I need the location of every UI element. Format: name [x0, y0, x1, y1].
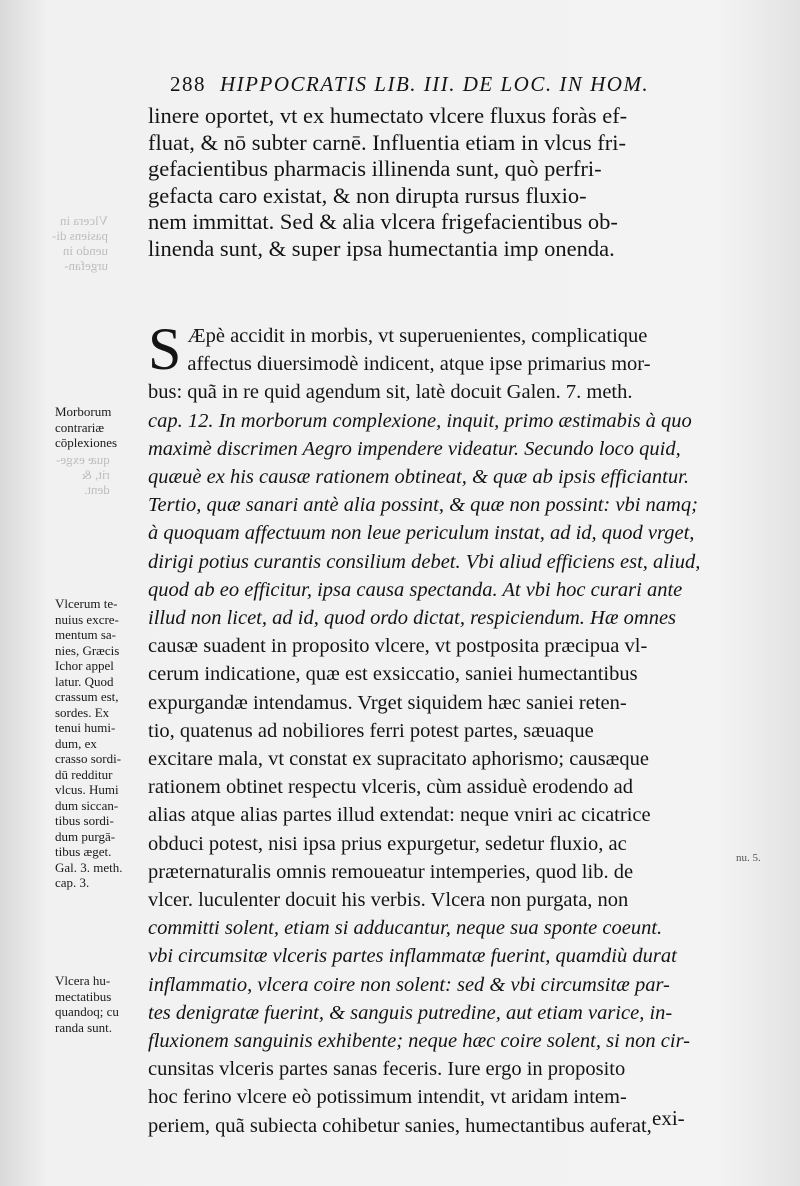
- margin-note-line: tibus æget.: [55, 844, 112, 859]
- margin-note-line: dū redditur: [55, 766, 113, 782]
- margin-note-line: nuius excre-: [55, 611, 119, 627]
- margin-note-line: contrariæ: [55, 419, 105, 435]
- margin-note-line: mectatibus: [55, 988, 112, 1004]
- drop-cap: S: [148, 316, 182, 382]
- text-line: maximè discrimen Aegro impendere videatur. Secundo loco quid,: [148, 437, 681, 460]
- text-line: tio, quatenus ad nobiliores ferri potest partes, sæuaque: [148, 719, 594, 742]
- text-line: vbi circumsitæ vlceris partes inflammatæ fuerint, quamdiù durat: [148, 945, 677, 968]
- text-line: affectus diuersimodè indicent, atque ipse primarius mor-: [187, 353, 651, 376]
- bleed-through-mid: quæ exge- rit, & dent.: [56, 452, 110, 497]
- text-line: hoc ferino vlcere eò potissimum intendit, vt aridam intem-: [148, 1086, 627, 1109]
- margin-note-line: Morborum: [55, 404, 112, 419]
- margin-note-line: cōplexiones: [55, 435, 118, 450]
- margin-note-vlcera: [55, 973, 147, 1035]
- margin-note-line: vlcus. Humi: [55, 782, 119, 797]
- text-line: Tertio, quæ sanari antè alia possint, & quæ non possint: vbi namq;: [148, 494, 698, 517]
- page-number: 288: [170, 72, 206, 96]
- text-line: vlcer. luculenter docuit his verbis. Vlcera non purgata, non: [148, 889, 629, 912]
- text-line: excitare mala, vt constat ex supracitato aphorismo; causæque: [148, 748, 649, 771]
- bleed-through-top: Vlcera in pasiens di- uendo in urgefan-: [52, 213, 108, 273]
- text-line: cerum indicatione, quæ est exsiccatio, saniei humectantibus: [148, 663, 638, 686]
- margin-note-line: Ichor appel: [55, 658, 114, 673]
- text-line: obduci potest, nisi ipsa prius expurgetur, sedetur fluxio, ac: [148, 832, 627, 855]
- side-number-mark: nu. 5.: [736, 852, 761, 864]
- margin-note-line: cap. 3.: [55, 875, 90, 890]
- text-line: linere oportet, vt ex humectato vlcere fluxus foràs ef-: [148, 103, 628, 128]
- text-line: cunsitas vlceris partes sanas feceris. Iure ergo in proposito: [148, 1058, 626, 1081]
- paragraph-continuation: [148, 103, 708, 262]
- margin-note-line: nies, Græcis: [55, 642, 120, 658]
- text-line: rationem obtinet respectu vlceris, cùm assiduè erodendo ad: [148, 776, 634, 799]
- margin-note-line: crasso sordi-: [55, 751, 122, 766]
- commentary-paragraph: [148, 316, 708, 1140]
- margin-note-line: sordes. Ex: [55, 704, 110, 720]
- margin-note-line: dum siccan-: [55, 797, 119, 813]
- text-line: quod ab eo efficitur, ipsa causa spectanda. At vbi hoc curari ante: [148, 578, 683, 601]
- text-line: dirigi potius curantis consilium debet. Vbi aliud efficiens est, aliud,: [148, 550, 701, 573]
- text-line: tes denigratæ fuerint, & sanguis putredine, aut etiam varice, in-: [148, 1001, 673, 1024]
- margin-note-vlcerum: [55, 596, 147, 891]
- text-line: quæuè ex his causæ rationem obtineat, & quæ ab ipsis efficiantur.: [148, 466, 689, 489]
- text-line: cap. 12. In morborum complexione, inquit, primo æstimabis à quo: [148, 409, 692, 432]
- margin-note-line: randa sunt.: [55, 1019, 113, 1035]
- margin-note-line: tibus sordi-: [55, 813, 114, 828]
- catchword: exi-: [652, 1106, 685, 1130]
- margin-note-line: dum purgā-: [55, 828, 116, 844]
- text-line: illud non licet, ad id, quod ordo dictat, respiciendum. Hæ omnes: [148, 607, 677, 630]
- margin-note-line: Gal. 3. meth.: [55, 859, 123, 875]
- margin-note-line: crassum est,: [55, 689, 119, 704]
- margin-note-line: dum, ex: [55, 735, 97, 751]
- margin-note-line: tenui humi-: [55, 720, 116, 735]
- text-line: à quoquam affectuum non leue periculum instat, ad id, quod vrget,: [148, 522, 695, 545]
- text-line: causæ suadent in proposito vlcere, vt postposita præcipua vl-: [148, 635, 648, 658]
- margin-note-morborum: [55, 404, 147, 451]
- margin-note-line: Vlcerum te-: [55, 596, 118, 611]
- margin-note-line: mentum sa-: [55, 627, 117, 642]
- text-line: expurgandæ intendamus. Vrget siquidem hæc saniei reten-: [148, 691, 627, 714]
- text-line: gefacta caro existat, & non dirupta rursus fluxio-: [148, 182, 587, 208]
- text-line: fluat, & nō subter carnē. Influentia etiam in vlcus fri-: [148, 129, 626, 155]
- text-line: fluxionem sanguinis exhibente; neque hæc coire solent, si non cir-: [148, 1030, 690, 1053]
- running-title: HIPPOCRATIS LIB. III. DE LOC. IN HOM.: [220, 72, 650, 96]
- margin-note-line: Vlcera hu-: [55, 973, 111, 988]
- running-header: [170, 72, 690, 97]
- margin-note-line: quandoq; cu: [55, 1004, 119, 1019]
- text-line: bus: quã in re quid agendum sit, latè docuit Galen. 7. meth.: [148, 381, 633, 404]
- text-line: periem, quã subiecta cohibetur sanies, humectantibus auferat,: [148, 1114, 652, 1137]
- text-line: Æpè accidit in morbis, vt superuenientes, complicatique: [187, 325, 648, 347]
- text-line: inflammatio, vlcera coire non solent: sed & vbi circumsitæ par-: [148, 973, 670, 996]
- text-line: linenda sunt, & super ipsa humectantia imp onenda.: [148, 235, 615, 261]
- text-line: nem immittat. Sed & alia vlcera frigefacientibus ob-: [148, 209, 618, 234]
- margin-note-line: latur. Quod: [55, 673, 114, 689]
- text-line: committi solent, etiam si adducantur, neque sua sponte coeunt.: [148, 917, 663, 940]
- text-line: gefacientibus pharmacis illinenda sunt, quò perfri-: [148, 156, 602, 181]
- text-line: præternaturalis omnis remoueatur intemperies, quod lib. de: [148, 860, 634, 883]
- text-line: alias atque alias partes illud extendat: neque vniri ac cicatrice: [148, 804, 651, 827]
